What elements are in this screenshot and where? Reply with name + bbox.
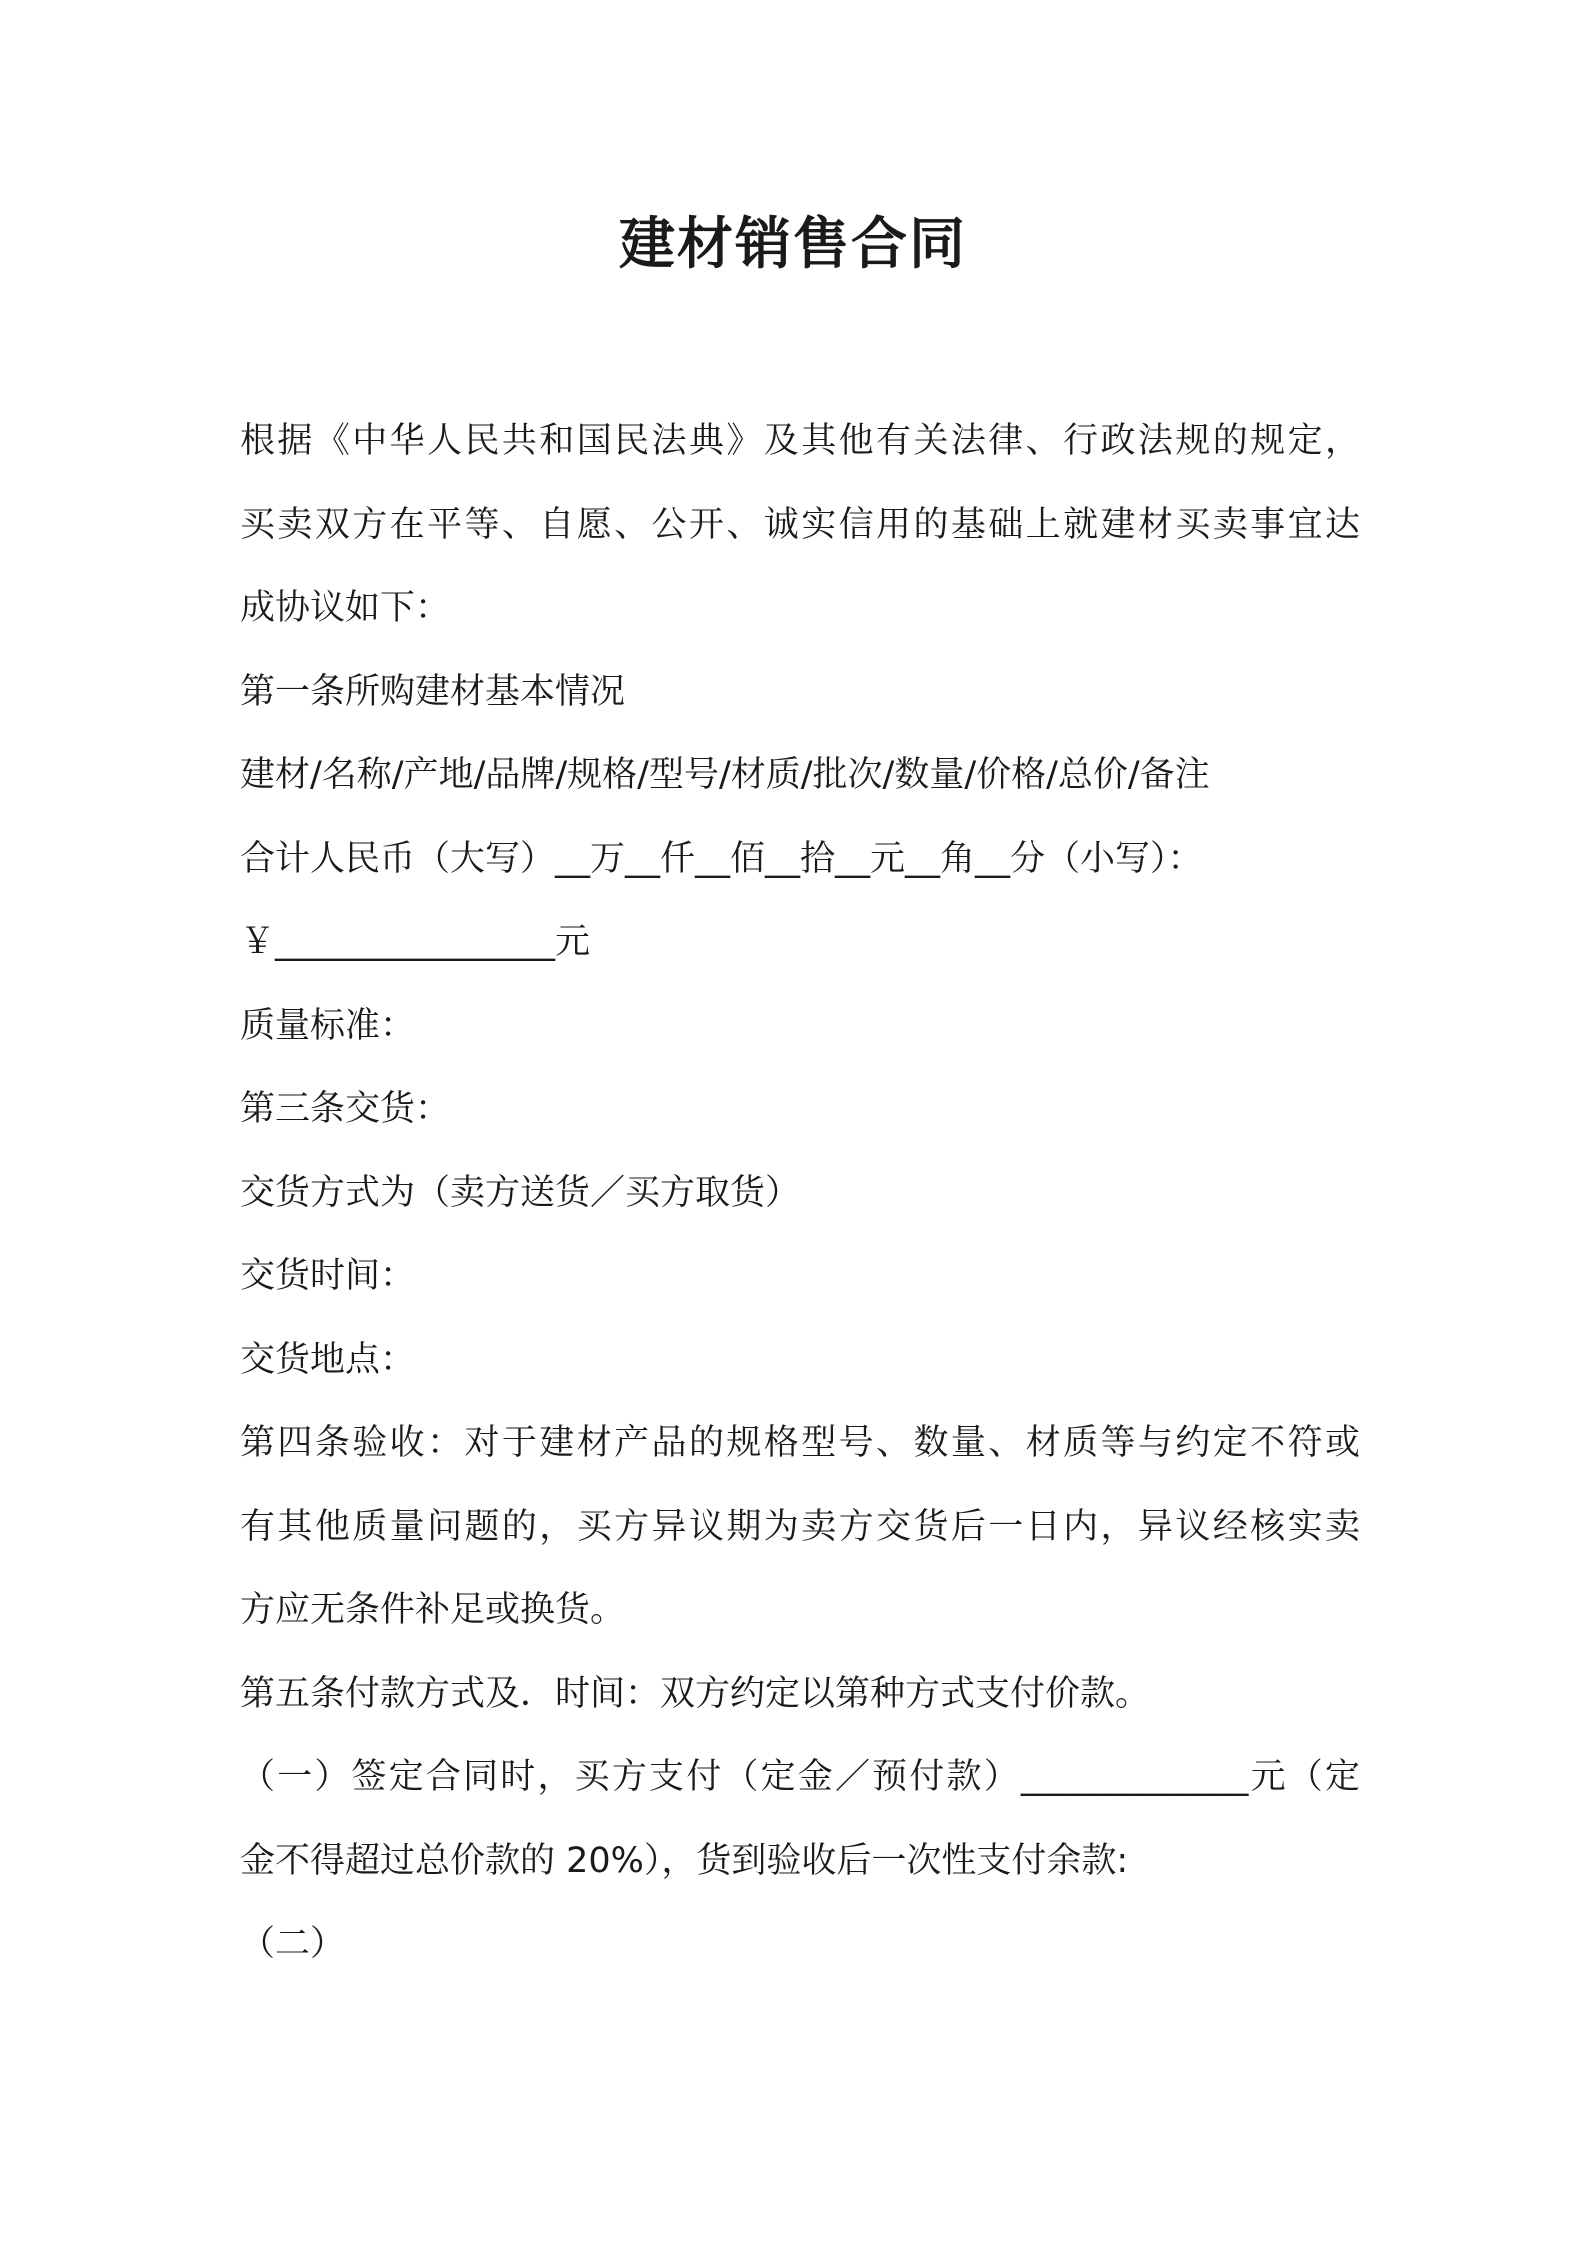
total-amount-lowercase: ￥________________元 <box>240 922 591 962</box>
payment-option-1-line-2: 金不得超过总价款的 20%），货到验收后一次性支付余款: <box>240 1840 1129 1881</box>
article-4-line-3: 方应无条件补足或换货。 <box>240 1590 626 1630</box>
delivery-location: 交货地点： <box>240 1339 416 1380</box>
document-body <box>240 400 1360 1987</box>
delivery-time: 交货时间： <box>240 1256 416 1296</box>
material-table-header: 建材/名称/产地/品牌/规格/型号/材质/批次/数量/价格/总价/备注 <box>240 755 1210 795</box>
payment-option-1-line-1: （一）签定合同时，买方支付（定金／预付款）_____________元（定 <box>240 1757 1360 1797</box>
payment-option-2: （二） <box>240 1924 346 1964</box>
preamble-line-2: 买卖双方在平等、自愿、公开、诚实信用的基础上就建材买卖事宜达 <box>240 504 1360 545</box>
article-1-heading: 第一条所购建材基本情况 <box>240 671 626 712</box>
delivery-method: 交货方式为（卖方送货／买方取货） <box>240 1172 801 1213</box>
document-title: 建材销售合同 <box>619 212 967 277</box>
preamble-line-3: 成协议如下： <box>240 588 451 628</box>
preamble-line-1: 根据《中华人民共和国民法典》及其他有关法律、行政法规的规定， <box>240 421 1360 461</box>
article-4-line-2: 有其他质量问题的，买方异议期为卖方交货后一日内，异议经核实卖 <box>240 1506 1360 1547</box>
quality-standard: 质量标准： <box>240 1005 416 1046</box>
article-3-heading: 第三条交货： <box>240 1089 451 1129</box>
total-amount-uppercase: 合计人民币（大写）__万__仟__佰__拾__元__角__分（小写）： <box>240 838 1203 879</box>
article-4-line-1: 第四条验收：对于建材产品的规格型号、数量、材质等与约定不符或 <box>240 1423 1360 1463</box>
article-5-heading: 第五条付款方式及．时间：双方约定以第种方式支付价款。 <box>240 1673 1151 1714</box>
